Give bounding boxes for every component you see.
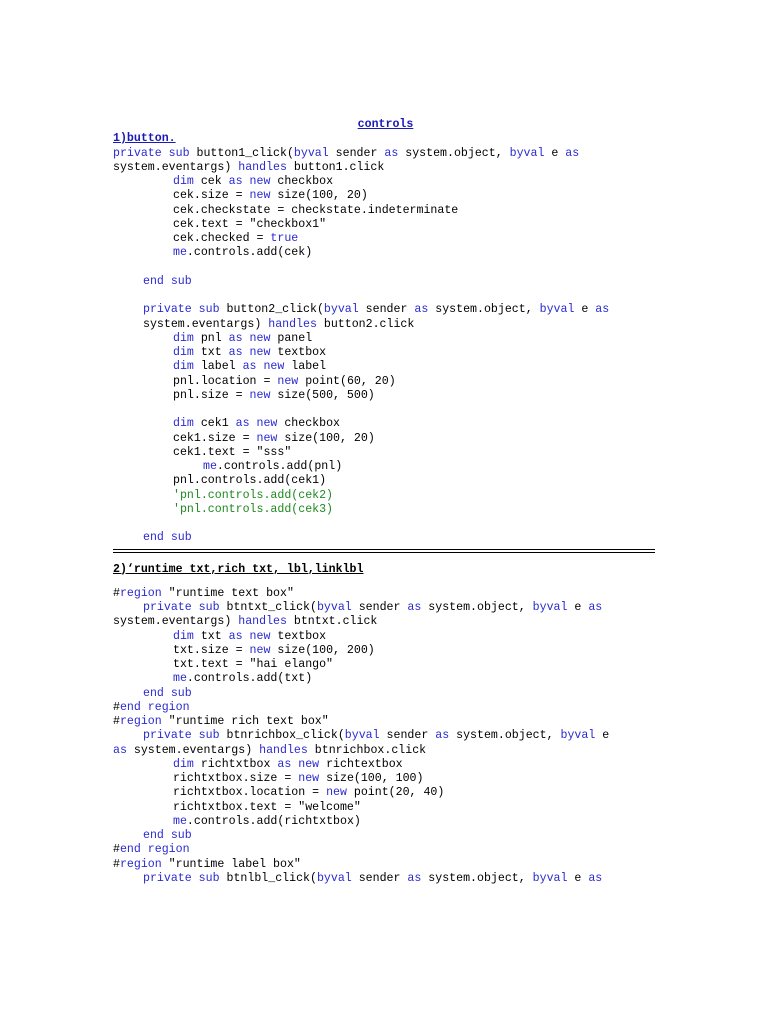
section-divider (113, 549, 655, 553)
code-keyword: as (565, 146, 580, 160)
code-line (113, 189, 658, 203)
code-keyword: as (407, 871, 422, 885)
code-line (113, 303, 658, 317)
code-text: point(20, 40) (346, 786, 445, 800)
code-keyword: end sub (143, 274, 192, 288)
code-text: pnl (193, 331, 229, 345)
code-line (113, 687, 658, 701)
code-text: textbox (270, 346, 327, 359)
code-line (113, 729, 658, 743)
code-text: button2_click( (226, 303, 324, 317)
code-text: cek.checked = (173, 232, 271, 245)
code-text: cek1.size = (173, 431, 257, 445)
code-text: pnl.location = (173, 374, 278, 388)
code-text: richtxtbox.location = (173, 786, 327, 800)
code-text: .controls.add(txt) (186, 672, 313, 686)
code-text: e (567, 601, 589, 614)
code-line (113, 843, 658, 857)
code-text: btntxt.click (286, 615, 378, 629)
code-text: system.object, (398, 146, 510, 160)
code-line (113, 829, 658, 843)
code-text: pnl.size = (173, 388, 250, 402)
code-line (113, 815, 658, 829)
code-text: # (113, 857, 120, 871)
code-line (113, 375, 658, 389)
code-text: sender (358, 303, 415, 317)
code-keyword: handles (238, 160, 287, 174)
code-line (113, 175, 658, 189)
code-line (113, 318, 658, 332)
code-line (113, 744, 658, 758)
code-text: sender (379, 729, 436, 743)
code-keyword: byval (560, 729, 596, 743)
code-keyword: me (173, 672, 187, 686)
code-keyword: as new (235, 417, 278, 431)
code-line (113, 489, 658, 503)
code-line (113, 601, 658, 615)
code-keyword: as (435, 729, 450, 743)
code-text: richtxtbox (193, 757, 278, 771)
code-keyword: new (326, 786, 347, 800)
code-keyword: dim (173, 346, 194, 359)
code-keyword: byval (532, 871, 568, 885)
code-keyword: region (119, 715, 162, 728)
code-keyword: as new (228, 346, 271, 359)
code-line (113, 615, 658, 629)
code-line (113, 858, 658, 872)
code-line (113, 275, 658, 289)
code-line (113, 161, 658, 175)
code-line (113, 460, 658, 474)
code-line (113, 701, 658, 715)
code-line (113, 232, 658, 246)
code-line (113, 204, 658, 218)
code-keyword: dim (173, 175, 194, 188)
code-text: .controls.add(cek) (186, 246, 313, 260)
code-text: # (113, 715, 120, 728)
code-text: size(100, 100) (319, 772, 424, 785)
code-text: system.eventargs) (113, 160, 239, 174)
code-keyword: private sub (143, 871, 227, 885)
section-heading-runtime: 2)‘runtime txt,rich txt, lbl,linklbl (113, 562, 364, 576)
code-line (113, 658, 658, 672)
code-line (113, 801, 658, 815)
code-keyword: new (256, 431, 278, 445)
code-document (113, 118, 658, 886)
code-comment: 'pnl.controls.add(cek3) (173, 502, 334, 516)
code-keyword: end sub (143, 686, 192, 700)
code-text: button1.click (286, 160, 385, 174)
code-text: system.eventargs) (126, 743, 260, 757)
code-text: cek (193, 175, 229, 188)
code-line (113, 261, 658, 275)
code-keyword: as (414, 303, 429, 317)
code-keyword: new (298, 772, 320, 785)
code-keyword: byval (293, 146, 329, 160)
code-keyword: true (270, 232, 299, 245)
code-keyword: me (173, 814, 187, 828)
code-text: txt.size = (173, 643, 250, 657)
code-text: system.object, (428, 303, 540, 317)
code-keyword: as new (228, 331, 271, 345)
code-text: panel (270, 331, 313, 345)
code-text: e (574, 303, 596, 317)
code-text: btnrichbox.click (307, 743, 427, 757)
code-line (113, 360, 658, 374)
code-text: txt.text = "hai elango" (173, 658, 334, 671)
code-keyword: byval (344, 729, 380, 743)
code-keyword: me (203, 460, 217, 473)
code-text: system.object, (421, 601, 533, 614)
code-keyword: private sub (143, 601, 227, 614)
code-keyword: as (407, 601, 422, 614)
code-text: cek.checkstate = checkstate.indeterminate (173, 203, 459, 217)
code-line (113, 517, 658, 531)
code-keyword: byval (316, 871, 352, 885)
code-keyword: handles (259, 743, 308, 757)
code-text: system.eventargs) (113, 615, 239, 629)
code-keyword: me (173, 246, 187, 260)
code-text: cek.size = (173, 189, 250, 203)
section-heading-button: 1)button. (113, 132, 176, 146)
code-keyword: dim (173, 360, 194, 374)
code-keyword: byval (323, 303, 359, 317)
code-text: # (113, 586, 120, 600)
code-text: txt (193, 629, 229, 643)
code-line (113, 772, 658, 786)
code-keyword: byval (509, 146, 545, 160)
code-keyword: byval (532, 601, 568, 614)
code-line (113, 531, 658, 545)
code-keyword: as new (228, 175, 271, 188)
code-text: richtextbox (319, 757, 403, 771)
code-keyword: as (384, 146, 399, 160)
code-text: pnl.controls.add(cek1) (173, 474, 327, 488)
code-text: # (113, 700, 120, 714)
code-keyword: handles (268, 317, 317, 331)
code-block-button (113, 147, 658, 546)
code-text: point(60, 20) (298, 374, 396, 388)
code-line (113, 872, 658, 886)
code-line (113, 417, 658, 431)
code-text: system.object, (421, 871, 533, 885)
code-line (113, 346, 658, 360)
code-line (113, 503, 658, 517)
code-line (113, 446, 658, 460)
code-keyword: as new (277, 757, 320, 771)
code-line (113, 758, 658, 772)
code-keyword: private sub (143, 729, 227, 743)
code-keyword: end region (119, 700, 190, 714)
code-line (113, 672, 658, 686)
code-line (113, 389, 658, 403)
code-text: label (284, 360, 327, 374)
code-line (113, 218, 658, 232)
code-text: size(100, 20) (270, 189, 368, 203)
code-text: .controls.add(richtxtbox) (186, 814, 361, 828)
code-block-runtime (113, 587, 658, 886)
code-text: cek1 (193, 417, 236, 431)
code-text: checkbox (270, 175, 334, 188)
code-keyword: end sub (143, 829, 192, 842)
code-text: sender (351, 601, 408, 614)
code-keyword: new (249, 643, 271, 657)
code-keyword: private sub (113, 146, 197, 160)
code-text: checkbox (277, 417, 340, 431)
code-line (113, 786, 658, 800)
code-text: "runtime text box" (161, 586, 294, 600)
code-text: e (595, 729, 610, 743)
code-text: btntxt_click( (226, 601, 317, 614)
code-keyword: dim (173, 757, 194, 771)
code-keyword: handles (238, 615, 287, 629)
code-line (113, 715, 658, 729)
code-line (113, 432, 658, 446)
code-keyword: as new (242, 360, 285, 374)
code-text: textbox (270, 629, 327, 643)
code-keyword: end sub (143, 531, 192, 545)
document-title: controls (357, 118, 414, 131)
code-text: system.object, (449, 729, 561, 743)
code-text: sender (351, 871, 408, 885)
code-keyword: as (588, 871, 603, 885)
code-text: richtxtbox.size = (173, 772, 299, 785)
code-keyword: region (119, 857, 162, 871)
code-keyword: dim (173, 417, 194, 431)
code-text: e (567, 871, 589, 885)
code-line (113, 630, 658, 644)
code-line (113, 147, 658, 161)
code-text: cek.text = "checkbox1" (173, 217, 327, 231)
code-text: system.eventargs) (143, 317, 269, 331)
code-keyword: new (249, 189, 271, 203)
code-keyword: end region (119, 843, 190, 857)
code-text: cek1.text = "sss" (173, 445, 292, 459)
code-text: label (193, 360, 243, 374)
code-text: size(100, 20) (277, 431, 375, 445)
code-line (113, 644, 658, 658)
code-text: btnlbl_click( (226, 871, 317, 885)
code-comment: 'pnl.controls.add(cek2) (173, 488, 334, 502)
code-line (113, 332, 658, 346)
code-line (113, 289, 658, 303)
code-text: sender (328, 146, 385, 160)
code-line (113, 474, 658, 488)
code-keyword: as (595, 303, 610, 317)
code-text: # (113, 843, 120, 857)
code-keyword: dim (173, 331, 194, 345)
code-keyword: byval (316, 601, 352, 614)
code-text: button2.click (316, 317, 415, 331)
code-text: richtxtbox.text = "welcome" (173, 800, 361, 814)
code-line (113, 587, 658, 601)
code-keyword: as (588, 601, 603, 614)
code-text: "runtime rich text box" (161, 715, 329, 728)
code-line (113, 246, 658, 260)
code-text: size(500, 500) (270, 388, 375, 402)
code-text: button1_click( (196, 146, 294, 160)
code-keyword: as (113, 743, 127, 757)
code-text: txt (193, 346, 229, 359)
code-text: e (544, 146, 566, 160)
code-keyword: new (249, 388, 271, 402)
spacer (113, 577, 658, 587)
code-keyword: region (119, 586, 162, 600)
code-text: size(100, 200) (270, 643, 375, 657)
code-keyword: private sub (143, 303, 227, 317)
code-text: .controls.add(pnl) (216, 460, 343, 473)
code-keyword: dim (173, 629, 194, 643)
code-keyword: as new (228, 629, 271, 643)
code-keyword: new (277, 374, 299, 388)
code-text: "runtime label box" (161, 857, 301, 871)
code-keyword: byval (539, 303, 575, 317)
code-text: btnrichbox_click( (226, 729, 345, 743)
code-line (113, 403, 658, 417)
